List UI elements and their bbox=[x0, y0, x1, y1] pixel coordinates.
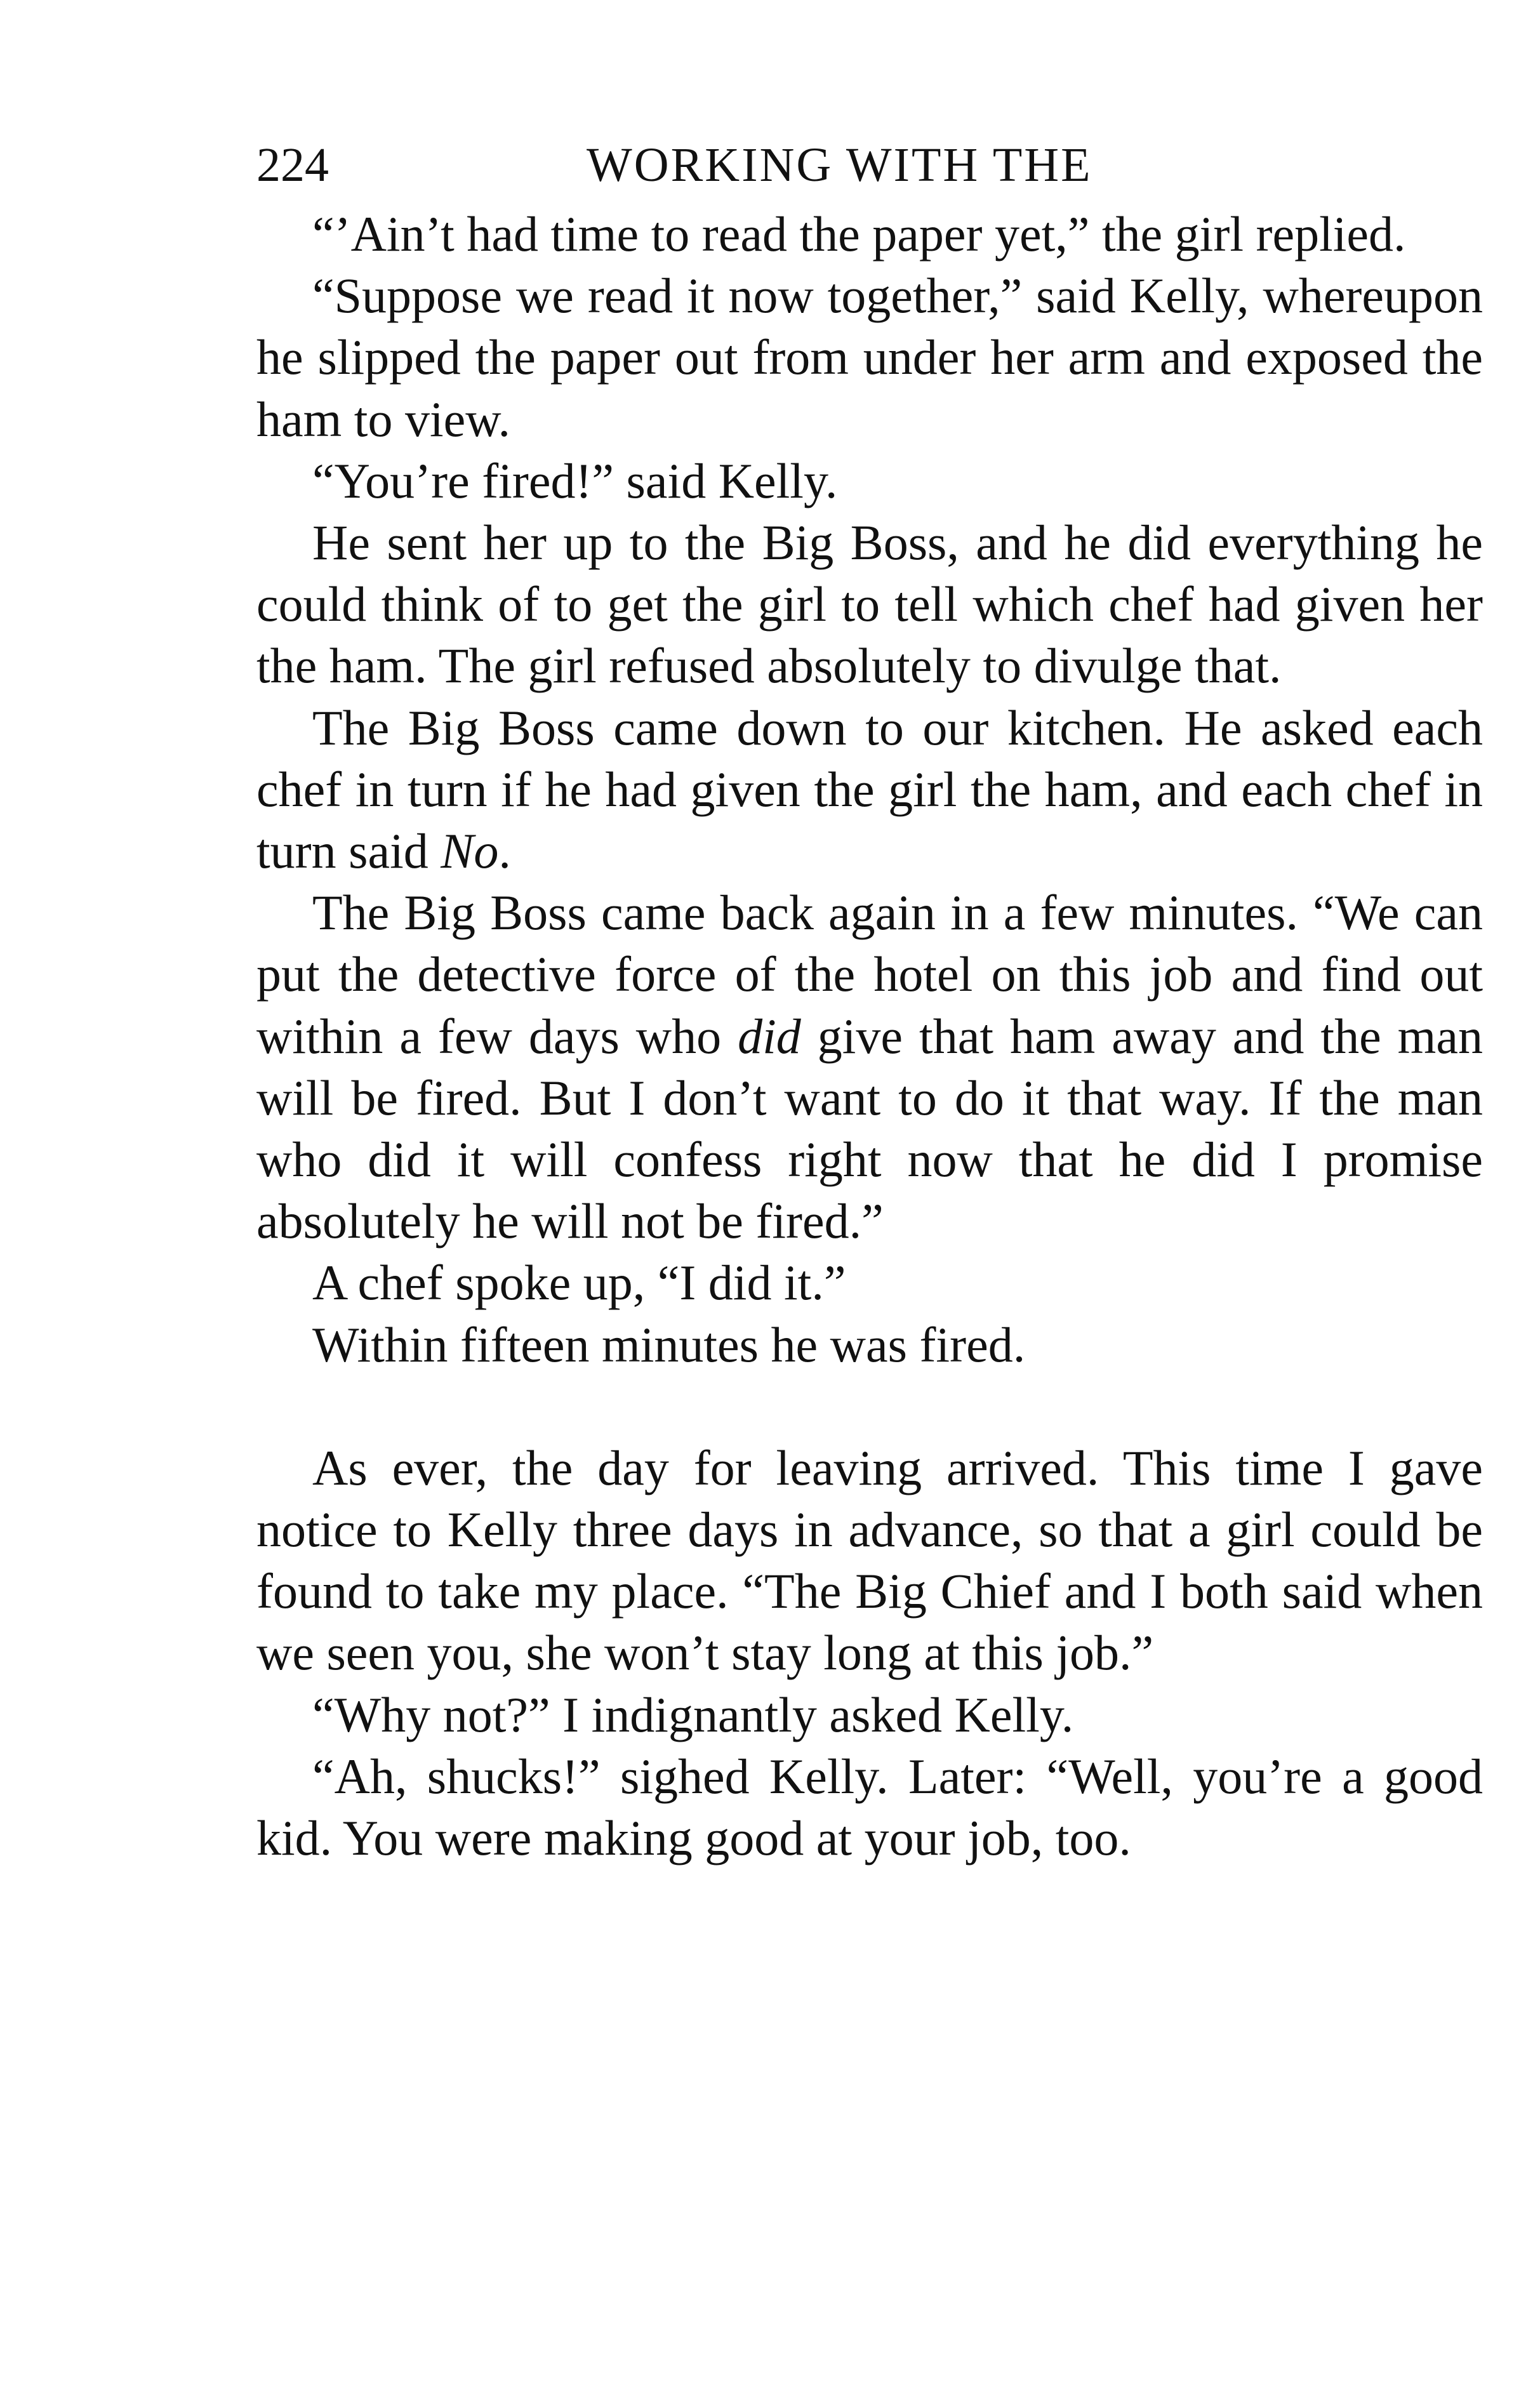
text-run: The Big Boss came back again in a few minutes. “We can put the detective force of the hotel on this job and find out within a few days who bbox=[256, 885, 1483, 1064]
section-break bbox=[256, 1375, 1483, 1437]
italic-text: did bbox=[738, 1008, 801, 1064]
paragraph: “Ah, shucks!” sighed Kelly. Later: “Well, you’re a good kid. You were making good at your job, too. bbox=[256, 1748, 1483, 1866]
paragraph bbox=[256, 697, 1483, 882]
paragraph: “You’re fired!” said Kelly. bbox=[312, 453, 838, 508]
running-head: WORKING WITH THE bbox=[587, 138, 1092, 192]
paragraph bbox=[256, 882, 1483, 1252]
page-header bbox=[256, 127, 1483, 203]
text-run: give that ham away and the man will be fired. But I don’t want to do it that way. If the man who did it will confess right now that he did I promise absolutely he will not be fired.” bbox=[256, 1008, 1483, 1249]
text-run: The Big Boss came down to our kitchen. He asked each chef in turn if he had given the girl the ham, and each chef in turn said bbox=[256, 699, 1483, 879]
paragraph: As ever, the day for leaving arrived. This time I gave notice to Kelly three days in advance, so that a girl could be found to take my place. “The Big Chief and I both said when we seen you, she won’t stay long at this job.” bbox=[256, 1440, 1483, 1681]
paragraph: “Suppose we read it now together,” said Kelly, whereupon he slipped the paper out from under her arm and exposed the ham to view. bbox=[256, 268, 1483, 447]
page-number: 224 bbox=[256, 138, 329, 192]
paragraph: A chef spoke up, “I did it.” bbox=[312, 1255, 846, 1311]
text-run: . bbox=[498, 823, 511, 879]
paragraph: “’Ain’t had time to read the paper yet,” the girl replied. bbox=[312, 206, 1406, 262]
body-text bbox=[256, 203, 1483, 1869]
italic-text: No bbox=[441, 823, 499, 879]
book-page bbox=[256, 127, 1483, 1869]
paragraph: He sent her up to the Big Boss, and he did everything he could think of to get the girl to tell which chef had given her the ham. The girl refused absolutely to divulge that. bbox=[256, 515, 1483, 694]
paragraph: Within fifteen minutes he was fired. bbox=[312, 1316, 1026, 1372]
paragraph: “Why not?” I indignantly asked Kelly. bbox=[312, 1686, 1074, 1742]
